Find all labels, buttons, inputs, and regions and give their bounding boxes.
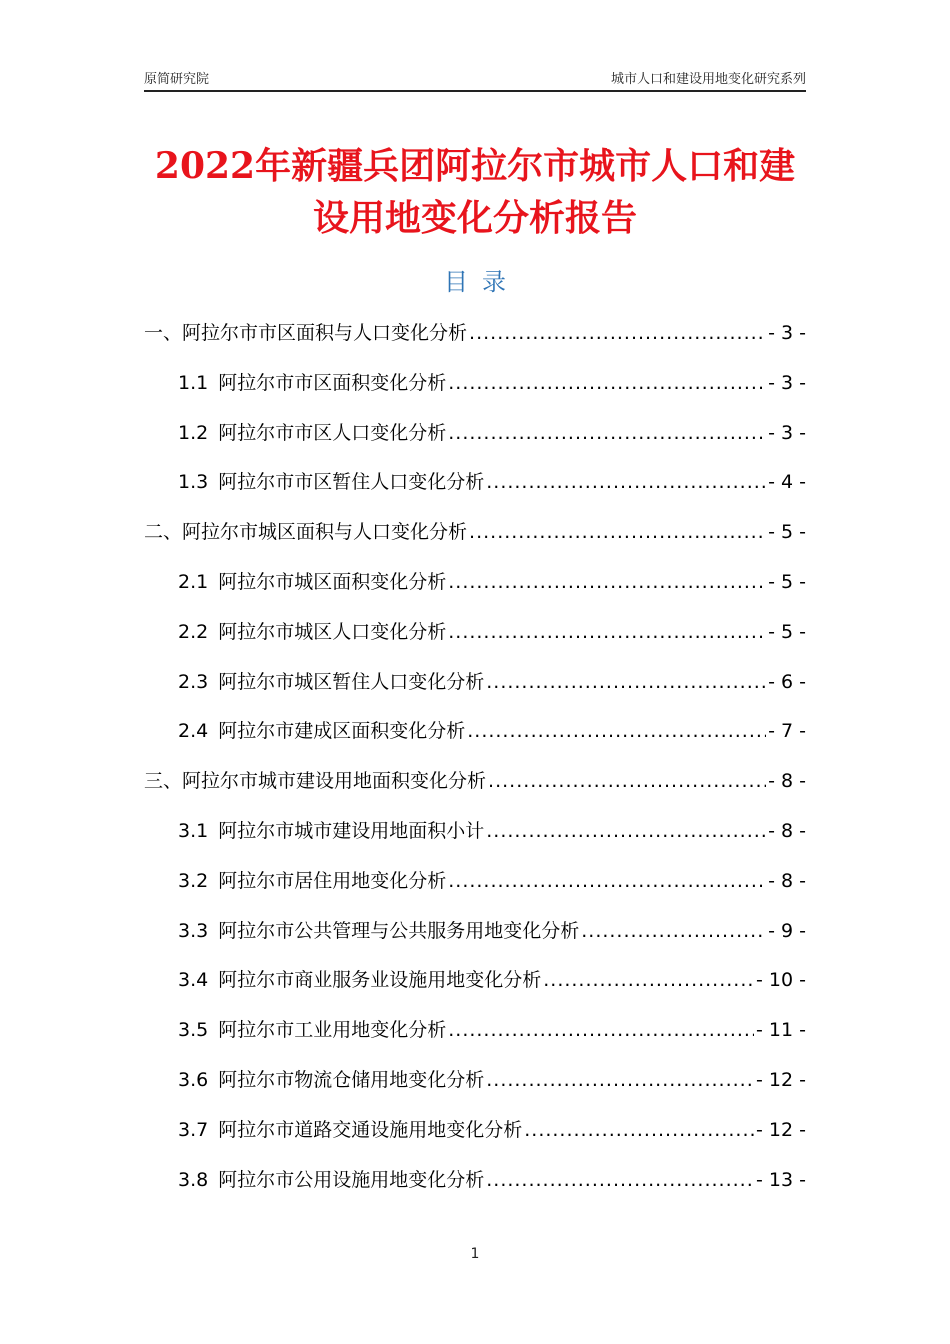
toc-leader-dots [581,920,766,942]
toc-leader-dots [448,870,766,892]
toc-leader-dots [486,671,766,693]
toc-entry[interactable] [144,1065,806,1115]
toc-entry-page: - 7 - [768,720,806,743]
toc-entry-page: - 10 - [756,969,806,992]
toc-entry-number: 3.7 [178,1118,209,1141]
toc-entry[interactable] [144,567,806,617]
toc-entry-number: 3.2 [178,869,209,892]
toc-leader-dots [469,322,766,344]
toc-entry-number: 二、 [144,521,183,544]
toc-leader-dots [488,770,766,792]
header-series: 城市人口和建设用地变化研究系列 [610,72,806,87]
toc-entry-number: 3.1 [178,819,209,842]
toc-entry[interactable] [144,617,806,667]
toc-entry-page: - 8 - [768,819,806,842]
toc-entry[interactable] [144,318,806,368]
toc-leader-dots [486,820,766,842]
title-line-1: 2022年新疆兵团阿拉尔市城市人口和建 [154,145,796,187]
document-title [130,140,820,244]
toc-entry-number: 3.8 [178,1168,209,1191]
toc-entry-page: - 12 - [756,1068,806,1091]
toc-entry[interactable] [144,667,806,717]
header-publisher: 原简研究院 [144,72,210,87]
toc-entry-label: 阿拉尔市建成区面积变化分析 [218,720,466,743]
toc-entry-number: 2.4 [178,720,209,743]
toc-entry-label: 阿拉尔市道路交通设施用地变化分析 [218,1118,523,1141]
toc-entry-page: - 8 - [768,869,806,892]
toc-entry-number: 3.5 [178,1019,209,1042]
toc-entry-page: - 12 - [756,1118,806,1141]
toc-entry-number: 2.1 [178,570,209,593]
toc-leader-dots [467,720,766,742]
toc-entry[interactable] [144,916,806,966]
toc-leader-dots [469,521,766,543]
title-line-2: 设用地变化分析报告 [312,197,637,239]
toc-entry-label: 阿拉尔市市区暂住人口变化分析 [218,471,485,494]
toc-entry-label: 阿拉尔市公共管理与公共服务用地变化分析 [218,919,580,942]
toc-leader-dots [486,1069,754,1091]
header-divider [144,90,806,92]
toc-entry-page: - 8 - [768,770,806,793]
toc-entry-label: 阿拉尔市商业服务业设施用地变化分析 [218,969,542,992]
toc-entry[interactable] [144,418,806,468]
toc-entry[interactable] [144,816,806,866]
toc-entry[interactable] [144,368,806,418]
toc-entry-page: - 9 - [768,919,806,942]
toc-entry-number: 3.6 [178,1068,209,1091]
toc-leader-dots [524,1119,754,1141]
toc-entry-label: 阿拉尔市市区人口变化分析 [218,421,447,444]
toc-entry-page: - 5 - [768,620,806,643]
toc-entry-page: - 3 - [768,322,806,344]
toc-entry-label: 阿拉尔市居住用地变化分析 [218,869,447,892]
toc-entry[interactable] [144,716,806,766]
toc-entry-page: - 5 - [768,570,806,593]
toc-entry[interactable] [144,1165,806,1215]
toc-entry[interactable] [144,965,806,1015]
toc-entry-label: 阿拉尔市市区面积与人口变化分析 [182,322,468,344]
toc-entry-number: 1.1 [178,371,209,394]
toc-entry-label: 阿拉尔市城区人口变化分析 [218,620,447,643]
toc-entry[interactable] [144,1015,806,1065]
toc-leader-dots [486,1169,754,1191]
toc-entry-page: - 5 - [768,521,806,544]
toc-entry-label: 阿拉尔市物流仓储用地变化分析 [218,1068,485,1091]
toc-entry[interactable] [144,1115,806,1165]
toc-entry[interactable] [144,517,806,567]
toc-entry[interactable] [144,467,806,517]
toc-entry-page: - 3 - [768,421,806,444]
toc-entry-page: - 6 - [768,670,806,693]
toc-leader-dots [448,571,766,593]
toc-entry[interactable] [144,866,806,916]
toc-entry-page: - 11 - [756,1019,806,1042]
toc-leader-dots [543,969,754,991]
toc-heading: 目录 [444,268,520,296]
table-of-contents [144,318,806,1214]
toc-entry-label: 阿拉尔市市区面积变化分析 [218,371,447,394]
toc-entry-number: 三、 [144,770,183,793]
toc-entry-label: 阿拉尔市城市建设用地面积变化分析 [182,770,487,793]
toc-entry-label: 阿拉尔市城区暂住人口变化分析 [218,670,485,693]
toc-entry-number: 1.2 [178,421,209,444]
toc-leader-dots [448,372,766,394]
toc-entry-number: 3.3 [178,919,209,942]
toc-leader-dots [448,1019,754,1041]
toc-entry-label: 阿拉尔市城区面积变化分析 [218,570,447,593]
toc-entry-number: 2.2 [178,620,209,643]
toc-entry-page: - 4 - [768,471,806,494]
toc-entry[interactable] [144,766,806,816]
toc-leader-dots [486,471,766,493]
toc-entry-page: - 3 - [768,371,806,394]
toc-entry-number: 1.3 [178,471,209,494]
toc-entry-number: 一、 [144,322,183,344]
toc-entry-number: 2.3 [178,670,209,693]
toc-entry-page: - 13 - [756,1168,806,1191]
page-header [144,68,806,88]
toc-entry-label: 阿拉尔市城区面积与人口变化分析 [182,521,468,544]
toc-entry-label: 阿拉尔市工业用地变化分析 [218,1019,447,1042]
toc-leader-dots [448,621,766,643]
toc-leader-dots [448,422,766,444]
toc-entry-label: 阿拉尔市城市建设用地面积小计 [218,819,485,842]
toc-entry-label: 阿拉尔市公用设施用地变化分析 [218,1168,485,1191]
page-number: 1 [470,1246,480,1262]
toc-entry-number: 3.4 [178,969,209,992]
